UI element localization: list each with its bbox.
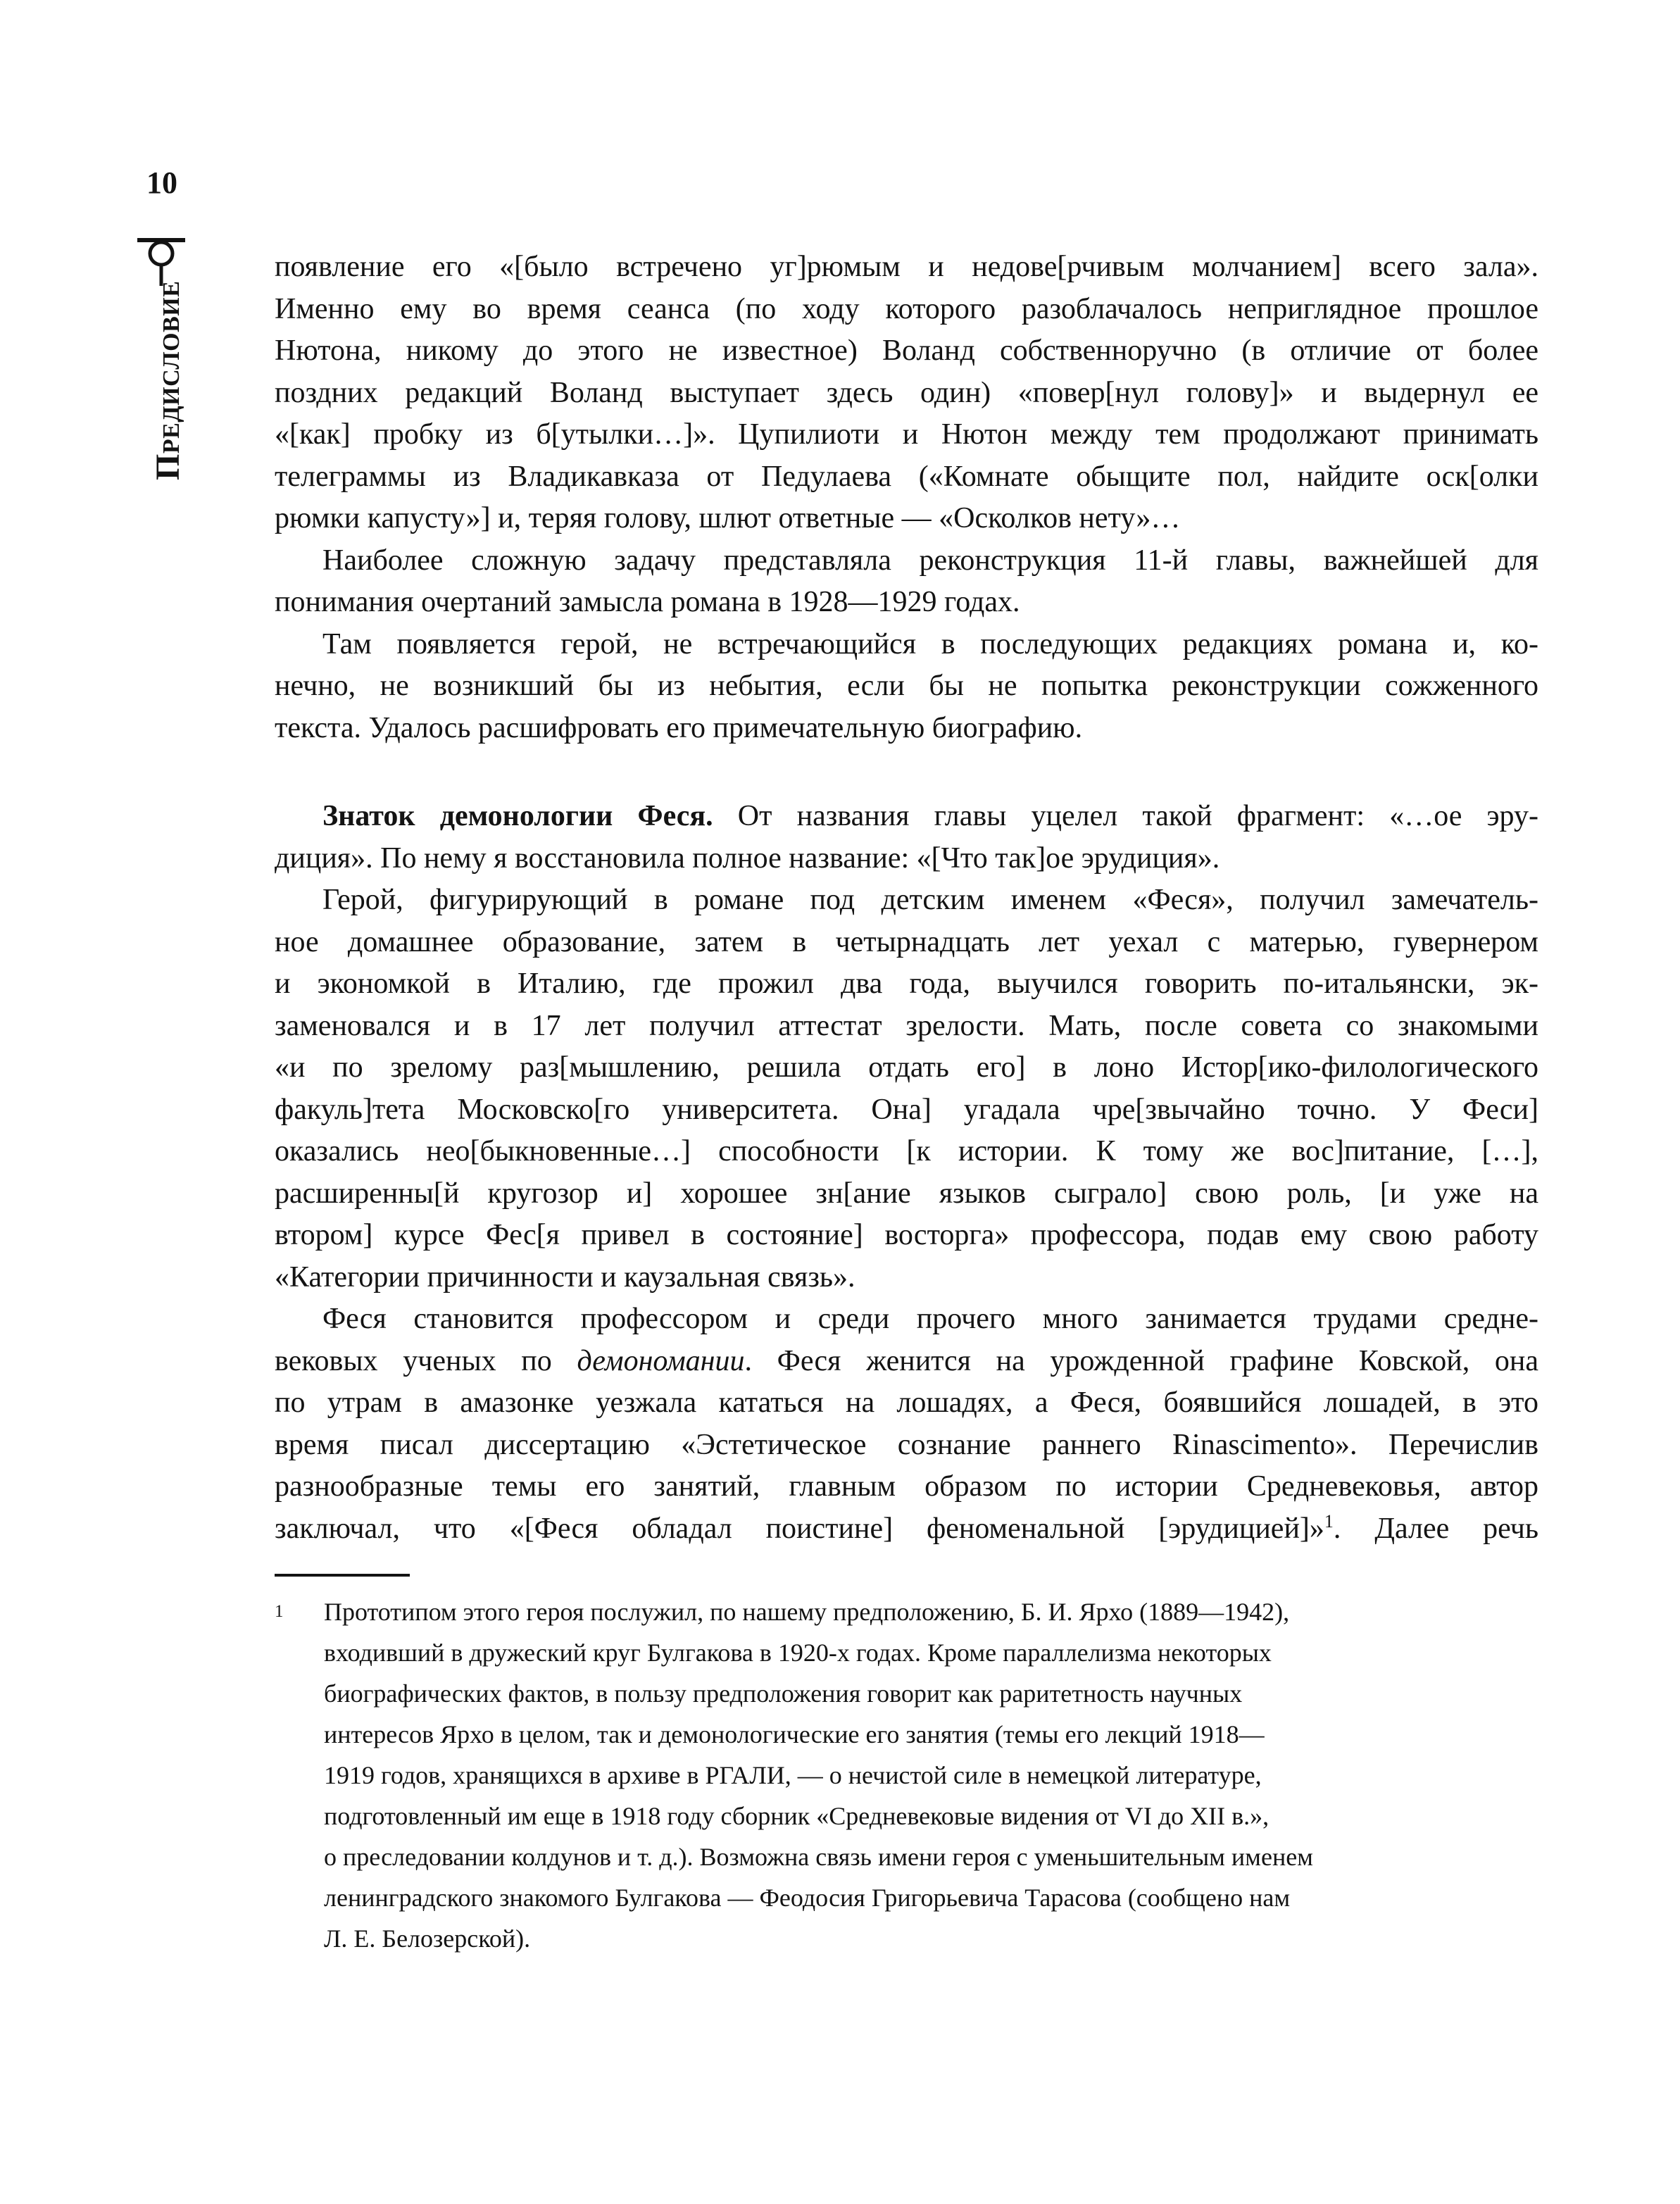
text-line: по утрам в амазонке уезжала кататься на лошадях, а Феся, боявшийся лошадей, в это: [275, 1386, 1538, 1419]
text-line: разнообразные темы его занятий, главным образом по истории Средневековья, автор: [275, 1470, 1538, 1503]
text-line: «[как] пробку из б[утылки…]». Цупилиоти и Нютон между тем продолжают принимать: [275, 418, 1538, 451]
footnote-line: 1919 годов, хранящихся в архиве в РГАЛИ, — о нечистой силе в немецкой литературе,: [324, 1761, 1262, 1789]
chapter-ornament-icon: [136, 235, 187, 287]
text-line: диция». По нему я восстановила полное название: «[Что так]ое эрудиция».: [275, 841, 1220, 875]
text-line: поздних редакций Воланд выступает здесь один) «повер[нул голову]» и выдернул ее: [275, 376, 1538, 409]
footnote-marker: 1: [275, 1602, 284, 1621]
text-line: Там появляется герой, не встречающийся в последующих редакциях романа и, ко-: [322, 627, 1538, 660]
text-line: Знаток демонологии Феся. От названия главы уцелел такой фрагмент: «…ое эру-: [322, 800, 1538, 832]
text-line: Наиболее сложную задачу представляла реконструкция 11-й главы, важнейшей для: [322, 544, 1538, 577]
text-line: понимания очертаний замысла романа в 1928—1929 годах.: [275, 586, 1020, 618]
text-line: Феся становится профессором и среди прочего много занимается трудами средне-: [322, 1303, 1538, 1335]
sidebar-chapter-title-box: [144, 280, 189, 480]
text-line: Герой, фигурирующий в романе под детским именем «Феся», получил замечатель-: [322, 884, 1538, 916]
text-line: текста. Удалось расшифровать его примечательную биографию.: [275, 711, 1083, 744]
footnote-line: ленинградского знакомого Булгакова — Феодосия Григорьевича Тарасова (сообщено нам: [324, 1884, 1291, 1912]
text-line: нечно, не возникший бы из небытия, если бы не попытка реконструкции сожженного: [275, 670, 1538, 702]
text-line: телеграммы из Владикавказа от Педулаева («Комнате обыщите пол, найдите оск[олки: [275, 460, 1538, 493]
text-line: «и по зрелому раз[мышлению, решила отдать его] в лоно Истор[ико-филологического: [275, 1051, 1538, 1084]
text-line: втором] курсе Фес[я привел в состояние] восторга» профессора, подав ему свою работу: [275, 1219, 1538, 1251]
footnote-lines: [324, 1591, 1507, 1959]
paragraph: [275, 540, 1538, 624]
footnote-line: интересов Ярхо в целом, так и демонологические его занятия (темы его лекций 1918—: [324, 1720, 1265, 1748]
text-line: время писал диссертацию «Эстетическое сознание раннего Rinascimento». Перечислив: [275, 1428, 1538, 1461]
text-line: факуль]тета Московско[го университета. Она] угадала чре[звычайно точно. У Феси]: [275, 1093, 1538, 1126]
footnote-line: о преследовании колдунов и т. д.). Возможна связь имени героя с уменьшительным именем: [324, 1843, 1313, 1871]
text-line: ное домашнее образование, затем в четырнадцать лет уехал с матерью, гувернером: [275, 925, 1538, 958]
paragraph: [275, 1298, 1538, 1550]
paragraph: [275, 879, 1538, 1298]
footnote-line: входивший в дружеский круг Булгакова в 1920-х годах. Кроме параллелизма некоторых: [324, 1639, 1272, 1667]
footnote-separator: [275, 1574, 410, 1577]
text-line: Нютона, никому до этого не известное) Воланд собственноручно (в отличие от более: [275, 334, 1538, 367]
footnote-line: Прототипом этого героя послужил, по нашему предположению, Б. И. Ярхо (1889—1942),: [324, 1598, 1290, 1626]
footnote-line: Л. Е. Белозерской).: [324, 1924, 531, 1953]
footnote-line: подготовленный им еще в 1918 году сборник «Средневековые видения от VI до XII в.»,: [324, 1802, 1270, 1830]
paragraph: [275, 796, 1538, 879]
paragraph: [275, 246, 1538, 540]
text-line: оказались нео[быкновенные…] способности [к истории. К тому же вос]питание, […],: [275, 1135, 1538, 1167]
text-line: рюмки капусту»] и, теряя голову, шлют ответные — «Осколков нету»…: [275, 502, 1181, 534]
footnote: [275, 1591, 1507, 1959]
footnote-line: биографических фактов, в пользу предположения говорит как раритетность научных: [324, 1679, 1243, 1708]
text-line: вековых ученых по демономании. Феся женится на урожденной графине Ковской, она: [275, 1344, 1538, 1377]
text-line: появление его «[было встречено уг]рюмым и недове[рчивым молчанием] всего зала».: [275, 251, 1538, 283]
paragraphs-container: [275, 246, 1538, 1550]
text-line: «Категории причинности и каузальная связь».: [275, 1260, 855, 1294]
text-column: [275, 246, 1538, 1959]
text-line: и экономкой в Италию, где прожил два года, выучился говорить по-итальянски, эк-: [275, 968, 1538, 1000]
sidebar-chapter-title: Предисловие: [149, 280, 187, 480]
text-line: Именно ему во время сеанса (по ходу которого разоблачалось неприглядное прошлое: [275, 292, 1538, 325]
text-line: заменовался и в 17 лет получил аттестат зрелости. Мать, после совета со знакомыми: [275, 1009, 1538, 1042]
text-line: расширенны[й кругозор и] хорошее зн[ание языков сыграло] свою роль, [и уже на: [275, 1177, 1538, 1210]
paragraph: [275, 624, 1538, 750]
text-line: заключал, что «[Феся обладал поистине] феноменальной [эрудицией]»$^1$. Далее речь: [275, 1510, 1538, 1545]
page-number: 10: [146, 165, 177, 200]
